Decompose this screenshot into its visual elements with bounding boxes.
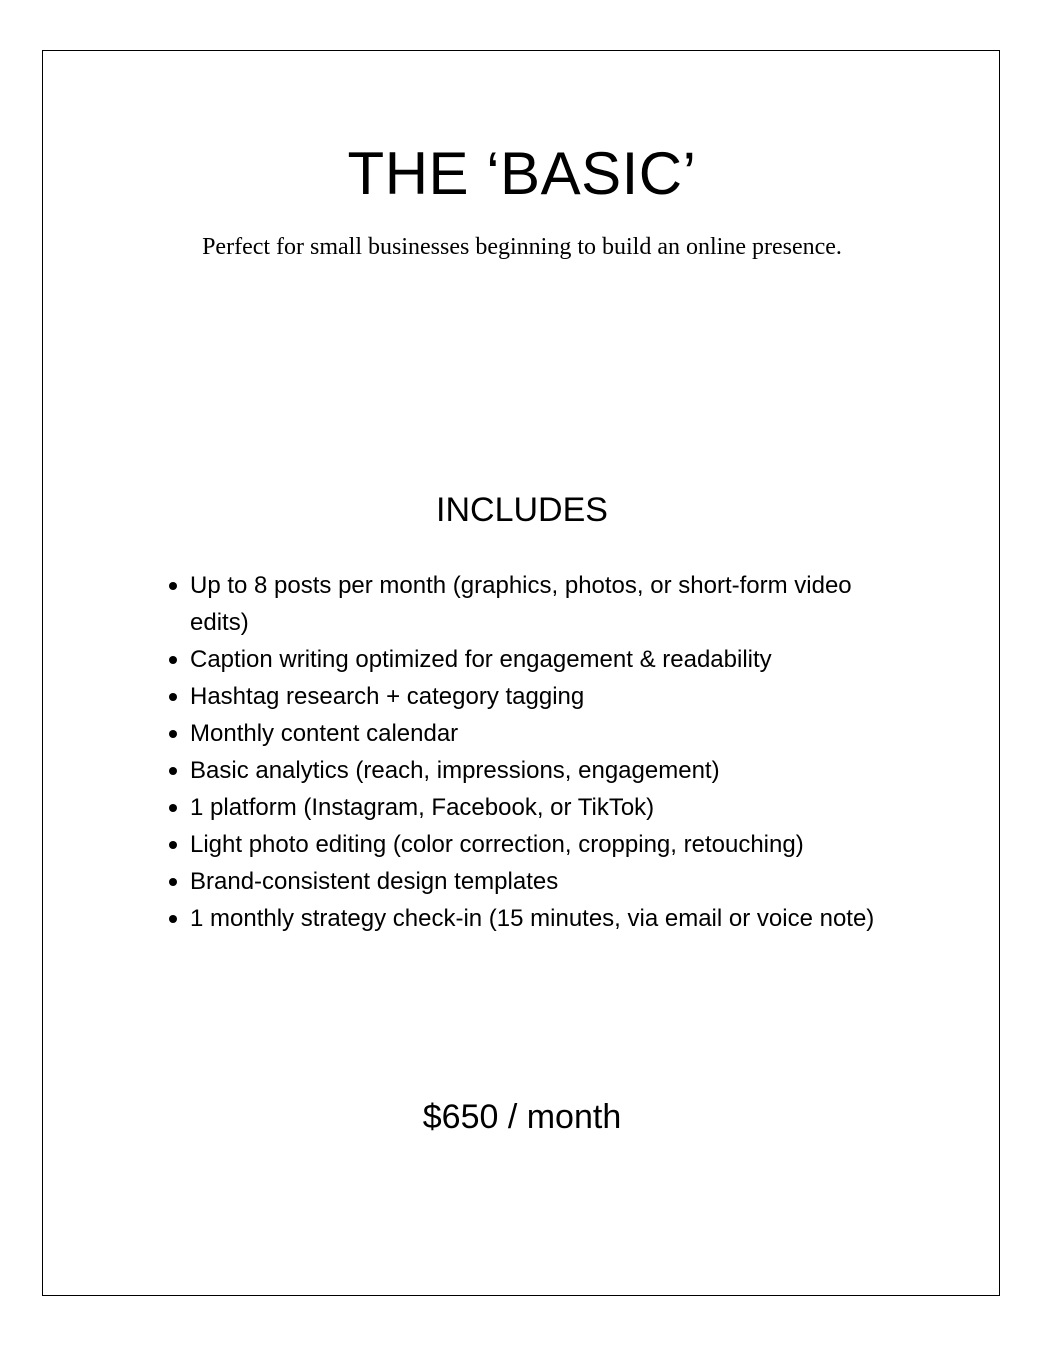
list-item [166,567,906,641]
plan-subtitle: Perfect for small businesses beginning to build an online presence. [202,234,842,260]
feature-text: Caption writing optimized for engagement & readability [190,646,772,673]
feature-text: Basic analytics (reach, impressions, engagement) [190,757,720,784]
list-item [166,641,906,678]
bullet-icon [169,582,177,590]
features-list [166,567,906,937]
price-label: $650 / month [422,1098,622,1136]
bullet-icon [169,767,177,775]
includes-heading: INCLUDES [436,491,608,529]
bullet-icon [169,656,177,664]
feature-text: 1 monthly strategy check-in (15 minutes, via email or voice note) [190,905,875,932]
feature-text: Brand-consistent design templates [190,868,559,895]
feature-text: Light photo editing (color correction, cropping, retouching) [190,831,804,858]
list-item [166,863,906,900]
feature-text: Hashtag research + category tagging [190,683,585,710]
feature-text: Monthly content calendar [190,720,459,747]
bullet-icon [169,693,177,701]
list-item [166,900,906,937]
feature-text: 1 platform (Instagram, Facebook, or TikTok) [190,794,655,821]
list-item [166,678,906,715]
list-item [166,826,906,863]
bullet-icon [169,878,177,886]
plan-title: THE ‘BASIC’ [347,140,697,207]
bullet-icon [169,730,177,738]
list-item [166,789,906,826]
feature-text: Up to 8 posts per month (graphics, photos, or short-form video edits) [190,572,852,636]
bullet-icon [169,915,177,923]
list-item [166,752,906,789]
bullet-icon [169,804,177,812]
bullet-icon [169,841,177,849]
list-item [166,715,906,752]
